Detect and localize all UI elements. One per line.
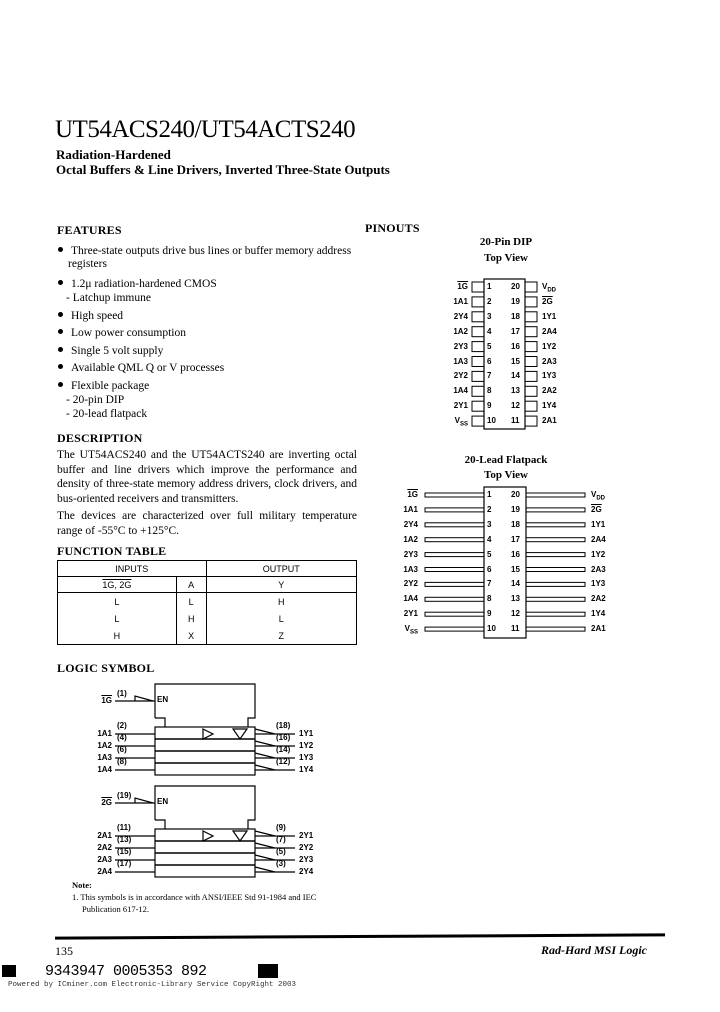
pin-label-text: V <box>454 416 460 426</box>
table-cell: H <box>176 610 206 627</box>
page-title: UT54ACS240/UT54ACTS240 <box>55 116 356 143</box>
flatpack-pin-label <box>591 505 602 514</box>
pin-label-text: 1A1 <box>403 504 418 514</box>
enable-pin-number: (19) <box>117 791 132 800</box>
pin-label-text: 1A3 <box>453 356 468 366</box>
pin-label-subscript: DD <box>596 495 606 502</box>
dip-pin-label <box>454 312 468 321</box>
description-paragraph-1: The UT54ACS240 and the UT54ACTS240 are inverting octal buffer and line drivers which improve the performance and density of three-state memory address drivers, clock drivers, and bus-oriented receivers and transmitters. <box>57 449 357 505</box>
flatpack-pin-number: 9 <box>487 609 492 619</box>
flatpack-lead-left <box>425 523 484 527</box>
output-label: 1Y1 <box>299 729 314 738</box>
flatpack-pin-number: 11 <box>511 624 520 634</box>
dip-pin-right <box>525 371 537 381</box>
pin-label-text: 2A3 <box>591 564 606 574</box>
output-label: 1Y4 <box>299 765 314 774</box>
flatpack-lead-left <box>425 538 484 542</box>
flatpack-pin-label <box>404 609 418 618</box>
scan-mark <box>2 965 16 977</box>
feature-text-continued: registers <box>68 258 107 270</box>
flatpack-pin-label <box>407 490 418 499</box>
flatpack-lead-right <box>526 538 585 542</box>
pin-label-text: 1G <box>407 490 418 499</box>
dip-pin-right <box>525 401 537 411</box>
flatpack-pin-label <box>591 594 606 603</box>
input-pin-number: (13) <box>117 835 132 844</box>
feature-text: 1.2μ radiation-hardened CMOS <box>71 277 217 290</box>
column-header: 1G, 2G <box>58 577 177 593</box>
flatpack-pin-label <box>591 550 605 559</box>
flatpack-pin-label <box>404 579 418 588</box>
flatpack-pin-number: 13 <box>511 594 520 604</box>
flatpack-lead-right <box>526 508 585 512</box>
dip-pin-left <box>472 401 484 411</box>
output-label: 2Y1 <box>299 831 314 840</box>
pin-label-text: 1Y2 <box>591 549 606 559</box>
dip-pin-right <box>525 342 537 352</box>
flatpack-pin-number: 10 <box>487 624 496 634</box>
flatpack-pin-number: 18 <box>511 519 520 529</box>
feature-text: Single 5 volt supply <box>71 344 164 357</box>
input-label: 2A2 <box>97 843 112 852</box>
pin-label-text: V <box>404 624 410 634</box>
pin-label-text: 2Y4 <box>403 519 418 529</box>
dip-pin-left <box>472 416 484 426</box>
input-pin-number: (15) <box>117 847 132 856</box>
dip-pin-left <box>472 327 484 337</box>
feature-subitem: - 20-pin DIP <box>66 393 125 406</box>
input-pin-number: (2) <box>117 721 127 730</box>
flatpack-pin-number: 7 <box>487 579 492 589</box>
dip-pin-number: 20 <box>511 282 520 291</box>
dip-pin-label <box>542 327 557 336</box>
dip-pin-number: 19 <box>511 296 520 306</box>
input-label: 1A3 <box>97 753 112 762</box>
pin-label-text: 1Y2 <box>542 341 557 351</box>
output-pin-number: (3) <box>276 859 286 868</box>
pin-label-text: 1A4 <box>403 594 418 604</box>
dip-pin-left <box>472 312 484 322</box>
dip-pin-right <box>525 327 537 337</box>
feature-text: Flexible package <box>71 379 150 392</box>
output-label: 1Y3 <box>299 753 314 762</box>
flatpack-pin-number: 3 <box>487 519 492 529</box>
enable-label: 2G <box>101 798 112 807</box>
output-pin-number: (9) <box>276 823 286 832</box>
input-label: 2A1 <box>97 831 112 840</box>
flatpack-lead-right <box>526 612 585 616</box>
pin-label-text: 2A4 <box>542 326 557 336</box>
pin-label-text: 2Y2 <box>403 579 418 589</box>
dip-pin-right <box>525 282 537 292</box>
flatpack-pin-number: 20 <box>511 490 520 499</box>
input-pin-number: (11) <box>117 823 131 832</box>
dip-pin-label <box>453 297 468 306</box>
dip-pin-label <box>542 342 556 351</box>
flatpack-pin-label <box>405 624 418 636</box>
dip-pin-number: 7 <box>487 371 492 381</box>
pin-label-text: 2A2 <box>591 594 606 604</box>
flatpack-pin-number: 2 <box>487 504 492 514</box>
pin-label-text: 2A3 <box>542 356 557 366</box>
pinouts-heading: PINOUTS <box>365 221 420 235</box>
pin-label-text: 2Y3 <box>403 549 418 559</box>
flatpack-pin-label <box>404 520 418 529</box>
dip-pin-left <box>472 386 484 396</box>
dip-pin-label <box>542 297 553 306</box>
dip-pin-number: 10 <box>487 416 496 426</box>
input-pin-number: (8) <box>117 757 127 766</box>
pin-label-text: 2A1 <box>591 624 606 634</box>
pin-label-text: 1G <box>457 282 468 291</box>
output-pin-number: (16) <box>276 733 291 742</box>
dip-pin-number: 4 <box>487 326 492 336</box>
pin-label-subscript: SS <box>409 629 418 636</box>
table-cell: X <box>176 627 206 645</box>
pin-label-text: 1Y1 <box>591 519 606 529</box>
flatpack-pin-number: 8 <box>487 594 492 604</box>
flatpack-pin-label <box>403 565 418 574</box>
flatpack-pin-label <box>404 550 418 559</box>
flatpack-lead-right <box>526 568 585 572</box>
flatpack-lead-left <box>425 508 484 512</box>
flatpack-pin-number: 19 <box>511 504 520 514</box>
flatpack-pin-number: 6 <box>487 564 492 574</box>
feature-text: Three-state outputs drive bus lines or buffer memory address <box>71 245 352 257</box>
enable-pin-number: (1) <box>117 689 127 698</box>
table-cell: L <box>58 593 177 611</box>
en-label: EN <box>157 695 169 704</box>
dip-pin-number: 8 <box>487 386 492 396</box>
flatpack-pin-number: 1 <box>487 490 492 499</box>
pin-label-text: 1Y3 <box>542 371 557 381</box>
flatpack-pin-number: 14 <box>511 579 520 589</box>
function-table-heading: FUNCTION TABLE <box>57 544 167 558</box>
dip-pin-left <box>472 342 484 352</box>
pin-label-text: 1A4 <box>453 386 468 396</box>
dip-pin-right <box>525 297 537 307</box>
dip-pin-left <box>472 357 484 367</box>
column-header: Y <box>206 577 356 593</box>
pin-label-text: 1A1 <box>453 296 468 306</box>
flatpack-pin-label <box>591 624 606 633</box>
table-cell: L <box>176 593 206 611</box>
dip-pin-label <box>453 327 468 336</box>
pin-label-text: 2A4 <box>591 534 606 544</box>
dip-pin-number: 6 <box>487 356 492 366</box>
note-line-1: 1. This symbols is in accordance with ANSI/IEEE Std 91-1984 and IEC <box>72 892 317 902</box>
pin-label-text: 1Y4 <box>591 609 606 619</box>
flatpack-pin-label <box>591 490 605 502</box>
description-paragraph-2: The devices are characterized over full military temperature range of -55°C to +125°C. <box>57 510 357 537</box>
dip-pin-left <box>472 282 484 292</box>
flatpack-pin-label <box>591 520 605 529</box>
dip-pin-number: 18 <box>511 311 520 321</box>
pin-label-text: 2G <box>591 504 602 514</box>
pin-label-text: 1A2 <box>453 326 468 336</box>
footer-section: Rad-Hard MSI Logic <box>540 943 647 957</box>
flatpack-pin-label <box>403 505 418 514</box>
flatpack-pin-number: 5 <box>487 549 492 559</box>
enable-label: 1G <box>101 696 112 705</box>
pin-label-text: 2Y4 <box>453 311 468 321</box>
input-label: 2A4 <box>97 867 112 876</box>
flatpack-pin-label <box>591 565 606 574</box>
pin-label-text: 2A1 <box>542 416 557 426</box>
dip-pin-number: 3 <box>487 311 492 321</box>
pin-label-text: V <box>591 490 597 499</box>
table-cell: H <box>58 627 177 645</box>
subtitle-2: Octal Buffers & Line Drivers, Inverted Three-State Outputs <box>56 162 390 177</box>
pin-label-text: 2G <box>542 296 553 306</box>
dip-pin-label <box>454 342 468 351</box>
input-label: 1A4 <box>97 765 112 774</box>
flatpack-title: 20-Lead Flatpack <box>464 454 548 466</box>
dip-pin-number: 15 <box>511 356 520 366</box>
dip-pin-label <box>454 401 468 410</box>
note-heading: Note: <box>72 880 92 890</box>
flatpack-pin-label <box>403 535 418 544</box>
dip-pin-right <box>525 416 537 426</box>
dip-pin-label <box>454 371 468 380</box>
flatpack-lead-left <box>425 493 484 497</box>
scan-code: 9343947 0005353 892 <box>45 963 207 980</box>
dip-pin-label <box>542 386 557 395</box>
pin-label-subscript: DD <box>547 287 557 294</box>
feature-subitem: - 20-lead flatpack <box>66 408 148 420</box>
input-pin-number: (4) <box>117 733 127 742</box>
dip-pin-left <box>472 371 484 381</box>
scan-mark <box>258 964 278 978</box>
flatpack-lead-right <box>526 597 585 601</box>
output-pin-number: (5) <box>276 847 286 856</box>
dip-pin-label <box>457 282 468 291</box>
subtitle-1: Radiation-Hardened <box>56 147 171 162</box>
pin-label-subscript: SS <box>459 421 468 428</box>
dip-view: Top View <box>484 252 528 264</box>
feature-text: Low power consumption <box>71 327 186 339</box>
output-pin-number: (7) <box>276 835 286 844</box>
pin-label-text: 2Y2 <box>453 371 468 381</box>
flatpack-lead-right <box>526 553 585 557</box>
flatpack-pin-label <box>591 535 606 544</box>
flatpack-pin-label <box>591 579 605 588</box>
flatpack-pin-label <box>403 594 418 603</box>
dip-pin-label <box>542 371 556 380</box>
flatpack-lead-right <box>526 523 585 527</box>
input-pin-number: (6) <box>117 745 127 754</box>
table-cell: Z <box>206 627 356 645</box>
flatpack-lead-right <box>526 493 585 497</box>
pin-label-text: 1Y3 <box>591 579 606 589</box>
flatpack-pin-number: 4 <box>487 534 492 544</box>
features-heading: FEATURES <box>57 223 122 237</box>
output-pin-number: (12) <box>276 757 291 766</box>
flatpack-pin-number: 12 <box>511 609 520 619</box>
dip-pin-number: 11 <box>511 416 520 426</box>
dip-pin-number: 5 <box>487 341 492 351</box>
dip-pin-number: 2 <box>487 296 492 306</box>
flatpack-pin-number: 16 <box>511 549 520 559</box>
dip-pin-number: 9 <box>487 401 492 411</box>
dip-pin-label <box>542 282 556 294</box>
flatpack-lead-left <box>425 597 484 601</box>
dip-pin-label <box>542 357 557 366</box>
dip-pin-label <box>542 401 556 410</box>
description-heading: DESCRIPTION <box>57 431 143 445</box>
table-cell: L <box>206 610 356 627</box>
pin-label-text: 2A2 <box>542 386 557 396</box>
powered-by-text: Powered by ICminer.com Electronic-Library Service CopyRight 2003 <box>8 981 297 989</box>
dip-pin-label <box>453 386 468 395</box>
pin-label-text: 1A2 <box>403 534 418 544</box>
flatpack-lead-left <box>425 627 484 631</box>
flatpack-lead-left <box>425 582 484 586</box>
output-label: 2Y3 <box>299 855 314 864</box>
page-number: 135 <box>55 944 73 958</box>
input-label: 2A3 <box>97 855 112 864</box>
logic-symbol-heading: LOGIC SYMBOL <box>57 661 155 675</box>
pin-label-text: 1Y1 <box>542 311 557 321</box>
dip-pin-number: 17 <box>511 326 520 336</box>
output-pin-number: (14) <box>276 745 291 754</box>
pin-label-text: 2Y1 <box>453 401 468 411</box>
dip-pin-number: 14 <box>511 371 520 381</box>
dip-pin-right <box>525 386 537 396</box>
dip-pin-number: 13 <box>511 386 520 396</box>
dip-pin-label <box>455 416 468 428</box>
feature-text: High speed <box>71 309 124 322</box>
dip-pin-label <box>542 312 556 321</box>
pin-label-text: 2Y1 <box>403 609 418 619</box>
dip-pin-number: 1 <box>487 282 492 291</box>
pin-label-text: 1Y4 <box>542 401 557 411</box>
dip-pin-right <box>525 312 537 322</box>
column-header: A <box>176 577 206 593</box>
note-line-2: Publication 617-12. <box>82 904 150 914</box>
en-label: EN <box>157 797 169 806</box>
flatpack-pin-number: 17 <box>511 534 520 544</box>
output-label: 2Y4 <box>299 867 314 876</box>
input-label: 1A2 <box>97 741 112 750</box>
table-cell: H <box>206 593 356 611</box>
input-label: 1A1 <box>97 729 112 738</box>
feature-text: Available QML Q or V processes <box>71 362 225 374</box>
dip-pin-label <box>542 416 557 425</box>
pin-label-text: 1A3 <box>403 564 418 574</box>
dip-pin-label <box>453 357 468 366</box>
output-header: OUTPUT <box>206 561 356 577</box>
pin-label-text: 2Y3 <box>453 341 468 351</box>
flatpack-pin-label <box>591 609 605 618</box>
flatpack-pin-number: 15 <box>511 564 520 574</box>
table-cell: L <box>58 610 177 627</box>
inputs-header: INPUTS <box>58 561 207 577</box>
flatpack-view: Top View <box>484 469 528 481</box>
feature-subitem: - Latchup immune <box>66 291 151 304</box>
flatpack-lead-left <box>425 568 484 572</box>
flatpack-lead-right <box>526 582 585 586</box>
dip-title: 20-Pin DIP <box>479 236 533 248</box>
dip-pin-left <box>472 297 484 307</box>
output-label: 1Y2 <box>299 741 314 750</box>
dip-pin-number: 12 <box>511 401 520 411</box>
input-pin-number: (17) <box>117 859 132 868</box>
output-label: 2Y2 <box>299 843 314 852</box>
flatpack-lead-left <box>425 553 484 557</box>
flatpack-lead-left <box>425 612 484 616</box>
pin-label-text: V <box>542 282 548 291</box>
flatpack-lead-right <box>526 627 585 631</box>
dip-pin-right <box>525 357 537 367</box>
output-pin-number: (18) <box>276 721 291 730</box>
dip-pin-number: 16 <box>511 341 520 351</box>
